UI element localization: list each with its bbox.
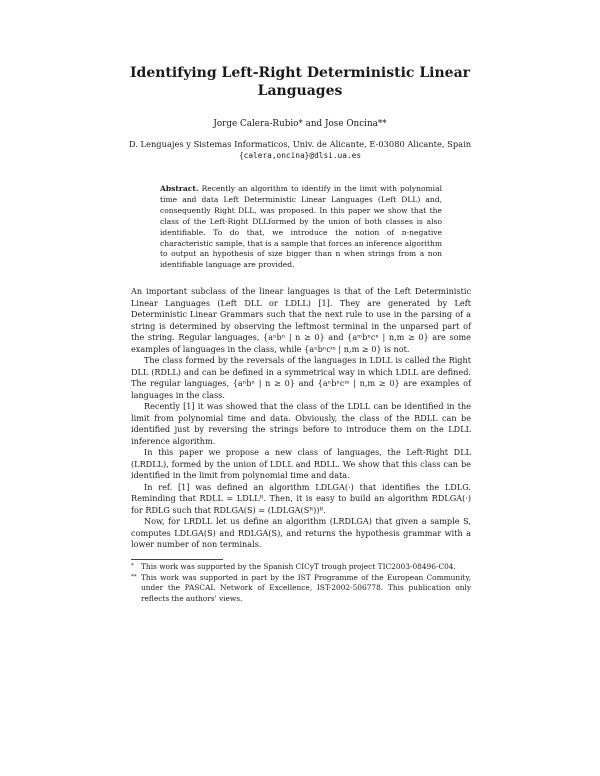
footnote-marker: ** xyxy=(131,573,137,580)
footnote xyxy=(131,562,471,573)
paragraph: In ref. [1] was defined an algorithm LDLGA(·) that identifies the LDLG. Reminding that RDLL = LDLLᴿ. Then, it is easy to build an algorithm RDLGA(·) for RDLG such that RDLGA(S) = (LDLGA(Sᴿ))ᴿ. xyxy=(131,481,471,515)
paragraph: In this paper we propose a new class of languages, the Left-Right DLL (LRDLL), formed by the union of LDLL and RDLL. We show that this class can be identified in the limit from polynomial time and data. xyxy=(131,447,471,480)
paragraph: The class formed by the reversals of the languages in LDLL is called the Right DLL (RDLL) and can be defined in a symmetrical way in which LDLL are defined. The regular languages, {aⁿbⁿ | n ≥ 0} and {aⁿbⁿcᵐ | n,m ≥ 0} are examples of languages in the class. xyxy=(131,355,471,400)
abstract-label: Abstract. xyxy=(160,184,199,193)
authors: Jorge Calera-Rubio* and Jose Oncina** xyxy=(213,119,387,129)
footnote xyxy=(131,573,471,605)
affiliation: D. Lenguajes y Sistemas Informaticos, Univ. de Alicante, E-03080 Alicante, Spain xyxy=(128,139,472,149)
paragraph: Recently [1] it was showed that the class of the LDLL can be identified in the limit from polynomial time and data. Obviously, the class of the RDLL can be identified just by reversing the strings before to introduce them on the LDLL inference algorithm. xyxy=(131,401,471,446)
paragraph: Now, for LRDLL let us define an algorithm (LRDLGA) that given a sample S, computes LDLGA(S) and RDLGA(S), and returns the hypothesis grammar with a lower number of non terminals. xyxy=(131,516,471,549)
footnotes xyxy=(131,562,471,604)
footnote-marker: * xyxy=(131,563,134,569)
body-text xyxy=(131,286,471,551)
email: {calera,oncina}@dlsi.ua.es xyxy=(238,151,362,160)
footnote-text: This work was supported in part by the IST Programme of the European Community, under the PASCAL Network of Excellence, IST-2002-506778. This publication only reflects the authors' views. xyxy=(141,572,471,603)
footnote-rule xyxy=(131,559,223,560)
paragraph: An important subclass of the linear languages is that of the Left Deterministic Linear Languages (Left DLL or LDLL) [1]. They are generated by Left Deterministic Linear Grammars such that the next rule to use in the parsing of a string is determined by observing the leftmost terminal in the unparsed part of the string. Regular languages, {aⁿbⁿ | n ≥ 0} and {aᵐbⁿcⁿ | n,m ≥ 0} are some examples of languages in the class, while {aⁿbⁿcᵐ | n,m ≥ 0} is not. xyxy=(131,286,471,354)
footnote-text: This work was supported by the Spanish CICyT trough project TIC2003-08496-C04. xyxy=(141,562,456,571)
affiliation-block xyxy=(0,138,600,162)
abstract xyxy=(160,184,442,271)
abstract-text: Recently an algorithm to identify in the limit with polynomial time and data Left Deterministic Linear Languages (Left DLL) and, consequently Right DLL, was proposed. In this paper we show that the class of the Left-Right DLLformed by the union of both classes is also identifiable. To do that, we introduce the notion of n-negative characteristic sample, that is a sample that forces an inference algorithm to output an hypothesis of size bigger than n when strings from a non identifiable language are provided. xyxy=(160,184,442,270)
paper-title: Identifying Left-Right Deterministic Linear Languages xyxy=(129,65,471,99)
